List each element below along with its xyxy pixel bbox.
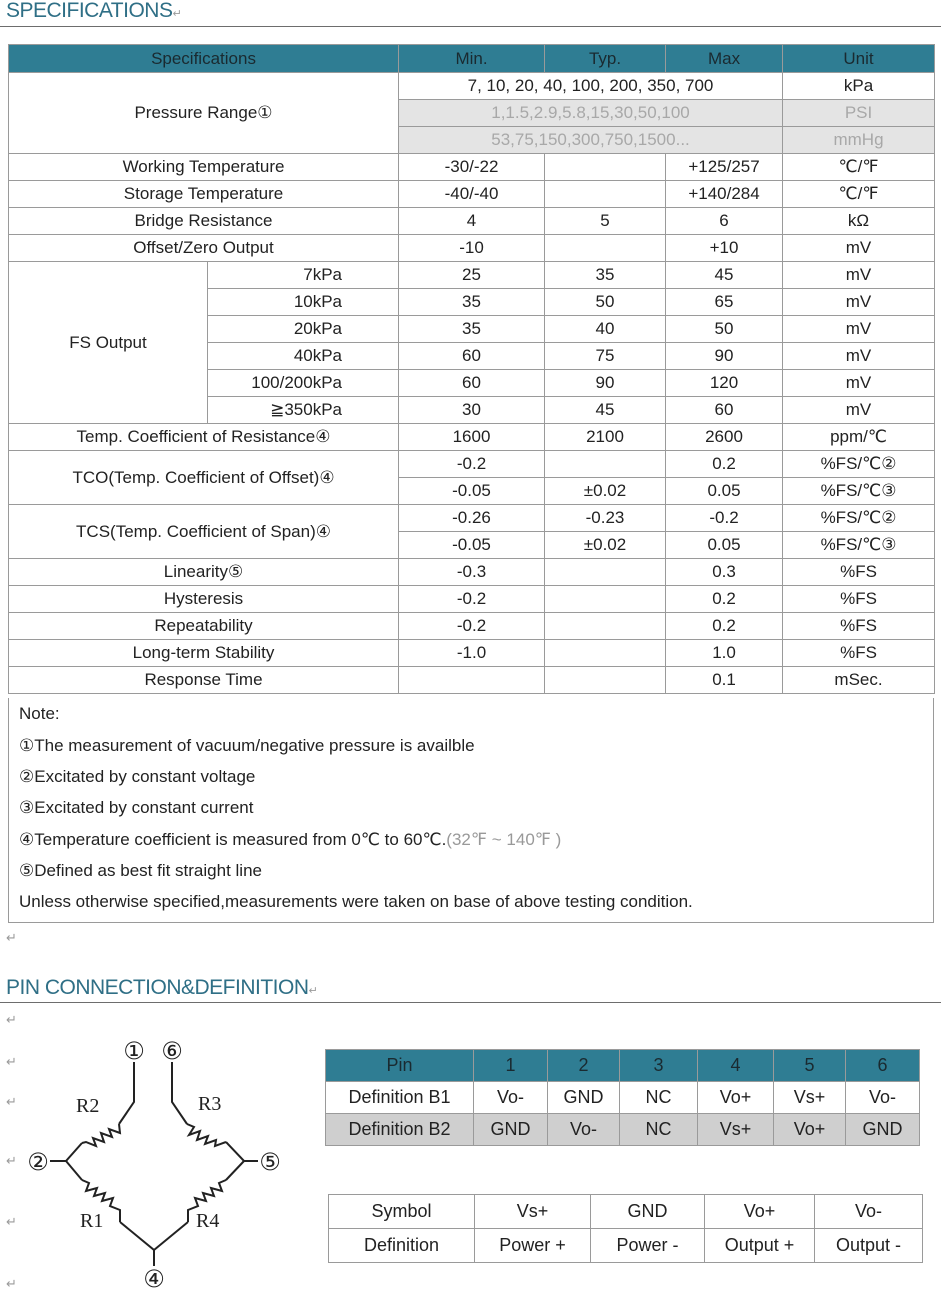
tcs-unit: %FS/℃③: [783, 532, 935, 559]
fs-typ: 35: [545, 262, 666, 289]
spec-max: 0.3: [666, 559, 783, 586]
symbol-cell: Vo-: [815, 1195, 923, 1229]
tco-max: 0.2: [666, 451, 783, 478]
spec-typ: [545, 154, 666, 181]
spec-label: Storage Temperature: [9, 181, 399, 208]
definition-cell: Power -: [591, 1229, 705, 1263]
note-item-text: ④Temperature coefficient is measured from 0℃ to 60℃.: [19, 830, 447, 849]
pin-cell: Vo+: [774, 1114, 846, 1146]
header-typ: Typ.: [545, 45, 666, 73]
node-5: ⑤: [259, 1148, 281, 1176]
fs-unit: mV: [783, 316, 935, 343]
spec-unit: ℃/℉: [783, 154, 935, 181]
pin-header: 1: [474, 1050, 548, 1082]
resistor-r2-label: R2: [76, 1095, 100, 1117]
pin-cell: Vo-: [548, 1114, 620, 1146]
definition-cell: Output -: [815, 1229, 923, 1263]
fs-typ: 40: [545, 316, 666, 343]
tcs-max: -0.2: [666, 505, 783, 532]
note-item: ①The measurement of vacuum/negative pressure is availble: [19, 736, 475, 755]
pin-cell: NC: [620, 1082, 698, 1114]
fs-min: 30: [399, 397, 545, 424]
fs-max: 65: [666, 289, 783, 316]
fs-output-row: [9, 262, 935, 289]
pressure-range-label: Pressure Range①: [9, 73, 399, 154]
paragraph-mark: ↵: [6, 1012, 17, 1027]
tcs-min: -0.05: [399, 532, 545, 559]
pin-header: 5: [774, 1050, 846, 1082]
tcs-unit: %FS/℃②: [783, 505, 935, 532]
fs-unit: mV: [783, 343, 935, 370]
spec-min: -0.2: [399, 586, 545, 613]
spec-max: 0.2: [666, 613, 783, 640]
fs-range: ≧350kPa: [208, 397, 399, 424]
resistor-labels: [76, 1093, 221, 1232]
fs-max: 45: [666, 262, 783, 289]
wire-node4-left: [120, 1222, 154, 1266]
spec-label: Repeatability: [9, 613, 399, 640]
tcs-label: TCS(Temp. Coefficient of Span)④: [9, 505, 399, 559]
pin-definition-table: [325, 1049, 920, 1146]
pin-cell: Definition B2: [326, 1114, 474, 1146]
fs-min: 60: [399, 343, 545, 370]
definition-cell: Output +: [705, 1229, 815, 1263]
symbol-cell: Vs+: [475, 1195, 591, 1229]
specifications-table: [8, 44, 935, 694]
fs-max: 90: [666, 343, 783, 370]
spec-row: [9, 667, 935, 694]
pressure-unit-psi: PSI: [783, 100, 935, 127]
pin-header-row: [326, 1050, 920, 1082]
fs-unit: mV: [783, 397, 935, 424]
pin-header: 2: [548, 1050, 620, 1082]
tcr-unit: ppm/℃: [783, 424, 935, 451]
spec-unit: %FS: [783, 559, 935, 586]
tcr-typ: 2100: [545, 424, 666, 451]
pin-cell: Vo-: [474, 1082, 548, 1114]
spec-row: [9, 586, 935, 613]
pin-cell: Vs+: [774, 1082, 846, 1114]
tcr-max: 2600: [666, 424, 783, 451]
section-divider: [0, 26, 941, 27]
spec-min: 4: [399, 208, 545, 235]
resistor-r3-zigzag: [187, 1124, 226, 1146]
spec-label: Offset/Zero Output: [9, 235, 399, 262]
note-fahrenheit: (32℉ ~ 140℉ ): [446, 830, 562, 849]
note-item: ⑤Defined as best fit straight line: [19, 861, 262, 880]
spec-unit: %FS: [783, 613, 935, 640]
bridge-wires: [50, 1062, 258, 1266]
pin-cell: Vo-: [846, 1082, 920, 1114]
wire-node6: [172, 1062, 187, 1124]
spec-typ: 5: [545, 208, 666, 235]
fs-max: 120: [666, 370, 783, 397]
fs-range: 10kPa: [208, 289, 399, 316]
fs-max: 60: [666, 397, 783, 424]
fs-min: 35: [399, 289, 545, 316]
definition-cell: Power +: [475, 1229, 591, 1263]
spec-typ: [545, 181, 666, 208]
pin-header: 4: [698, 1050, 774, 1082]
fs-unit: mV: [783, 289, 935, 316]
fs-min: 60: [399, 370, 545, 397]
spec-min: -1.0: [399, 640, 545, 667]
tco-row: [9, 451, 935, 478]
fs-unit: mV: [783, 262, 935, 289]
pin-cell: Definition B1: [326, 1082, 474, 1114]
paragraph-mark: ↵: [6, 1094, 17, 1109]
tco-min: -0.2: [399, 451, 545, 478]
wire-node5-bottom: [226, 1161, 244, 1180]
spec-label: Hysteresis: [9, 586, 399, 613]
spec-typ: [545, 667, 666, 694]
spec-row: [9, 559, 935, 586]
spec-typ: [545, 559, 666, 586]
spec-max: 0.1: [666, 667, 783, 694]
tcs-typ: ±0.02: [545, 532, 666, 559]
spec-max: 0.2: [666, 586, 783, 613]
spec-unit: %FS: [783, 586, 935, 613]
fs-typ: 50: [545, 289, 666, 316]
header-unit: Unit: [783, 45, 935, 73]
symbol-definition-row: [329, 1229, 923, 1263]
spec-unit: ℃/℉: [783, 181, 935, 208]
pressure-range-row: [9, 73, 935, 100]
node-6: ⑥: [161, 1037, 183, 1065]
pressure-range-kpa: 7, 10, 20, 40, 100, 200, 350, 700: [399, 73, 783, 100]
notes-heading: Note:: [19, 704, 60, 723]
fs-output-label: FS Output: [9, 262, 208, 424]
spec-unit: mSec.: [783, 667, 935, 694]
pin-cell: Vs+: [698, 1114, 774, 1146]
pin-header: 3: [620, 1050, 698, 1082]
header-max: Max: [666, 45, 783, 73]
wire-node2-top: [50, 1143, 82, 1161]
tco-unit: %FS/℃③: [783, 478, 935, 505]
fs-range: 40kPa: [208, 343, 399, 370]
spec-min: -30/-22: [399, 154, 545, 181]
wire-node1: [119, 1062, 134, 1124]
spec-row: [9, 154, 935, 181]
spec-typ: [545, 613, 666, 640]
spec-typ: [545, 640, 666, 667]
spec-max: +125/257: [666, 154, 783, 181]
bridge-diagram: [0, 1030, 300, 1310]
spec-min: -40/-40: [399, 181, 545, 208]
spec-min: -10: [399, 235, 545, 262]
tco-label: TCO(Temp. Coefficient of Offset)④: [9, 451, 399, 505]
pin-cell: Vo+: [698, 1082, 774, 1114]
symbol-cell: Symbol: [329, 1195, 475, 1229]
fs-range: 7kPa: [208, 262, 399, 289]
fs-range: 100/200kPa: [208, 370, 399, 397]
pressure-unit-mmhg: mmHg: [783, 127, 935, 154]
spec-unit: kΩ: [783, 208, 935, 235]
note-item: ③Excitated by constant current: [19, 798, 254, 817]
header-min: Min.: [399, 45, 545, 73]
tco-min: -0.05: [399, 478, 545, 505]
paragraph-mark: ↵: [6, 1054, 17, 1069]
tco-unit: %FS/℃②: [783, 451, 935, 478]
note-item: Unless otherwise specified,measurements were taken on base of above testing condition.: [19, 892, 693, 911]
tcs-max: 0.05: [666, 532, 783, 559]
spec-typ: [545, 586, 666, 613]
node-1: ①: [123, 1037, 145, 1065]
resistor-r1-label: R1: [80, 1210, 104, 1232]
spec-min: [399, 667, 545, 694]
spec-unit: mV: [783, 235, 935, 262]
tcs-typ: -0.23: [545, 505, 666, 532]
spec-row: [9, 613, 935, 640]
pin-header: Pin: [326, 1050, 474, 1082]
pin-connection-title: PIN CONNECTION&DEFINITION↵: [6, 976, 318, 999]
tcs-row: [9, 505, 935, 532]
spec-max: 1.0: [666, 640, 783, 667]
pressure-range-mmhg: 53,75,150,300,750,1500...: [399, 127, 783, 154]
pin-cell: GND: [474, 1114, 548, 1146]
specifications-title: SPECIFICATIONS↵: [6, 0, 182, 22]
spec-max: 6: [666, 208, 783, 235]
resistor-r4-label: R4: [196, 1210, 220, 1232]
spec-unit: %FS: [783, 640, 935, 667]
symbol-row: [329, 1195, 923, 1229]
spec-label: Response Time: [9, 667, 399, 694]
fs-min: 25: [399, 262, 545, 289]
notes-box: [8, 698, 934, 923]
fs-typ: 75: [545, 343, 666, 370]
spec-label: Bridge Resistance: [9, 208, 399, 235]
fs-min: 35: [399, 316, 545, 343]
pin-header: 6: [846, 1050, 920, 1082]
tcr-label: Temp. Coefficient of Resistance④: [9, 424, 399, 451]
resistor-r3-label: R3: [198, 1093, 222, 1115]
tco-typ: ±0.02: [545, 478, 666, 505]
spec-label: Working Temperature: [9, 154, 399, 181]
tcr-row: [9, 424, 935, 451]
header-specifications: Specifications: [9, 45, 399, 73]
tco-typ: [545, 451, 666, 478]
spec-typ: [545, 235, 666, 262]
paragraph-mark: ↵: [6, 1276, 17, 1291]
spec-row: [9, 208, 935, 235]
section-divider: [0, 1002, 941, 1003]
tco-max: 0.05: [666, 478, 783, 505]
pin-cell: GND: [548, 1082, 620, 1114]
tcr-min: 1600: [399, 424, 545, 451]
node-2: ②: [27, 1148, 49, 1176]
spec-label: Long-term Stability: [9, 640, 399, 667]
wire-node4-right: [154, 1222, 188, 1250]
pin-cell: GND: [846, 1114, 920, 1146]
pressure-range-psi: 1,1.5,2.9,5.8,15,30,50,100: [399, 100, 783, 127]
paragraph-mark: ↵: [6, 1214, 17, 1229]
fs-typ: 45: [545, 397, 666, 424]
resistor-r2-zigzag: [82, 1124, 120, 1146]
spec-header-row: [9, 45, 935, 73]
spec-label: Linearity⑤: [9, 559, 399, 586]
paragraph-mark: ↵: [6, 930, 17, 945]
fs-unit: mV: [783, 370, 935, 397]
definition-b2-row: [326, 1114, 920, 1146]
note-item: ②Excitated by constant voltage: [19, 767, 256, 786]
fs-range: 20kPa: [208, 316, 399, 343]
symbol-cell: Vo+: [705, 1195, 815, 1229]
note-item: [19, 830, 561, 850]
pressure-unit-kpa: kPa: [783, 73, 935, 100]
spec-row: [9, 640, 935, 667]
spec-min: -0.2: [399, 613, 545, 640]
spec-row: [9, 235, 935, 262]
fs-max: 50: [666, 316, 783, 343]
fs-typ: 90: [545, 370, 666, 397]
spec-min: -0.3: [399, 559, 545, 586]
spec-max: +10: [666, 235, 783, 262]
tcs-min: -0.26: [399, 505, 545, 532]
spec-row: [9, 181, 935, 208]
node-4: ④: [143, 1265, 165, 1293]
definition-cell: Definition: [329, 1229, 475, 1263]
symbol-cell: GND: [591, 1195, 705, 1229]
paragraph-mark: ↵: [6, 1153, 17, 1168]
wire-node5-top: [226, 1142, 258, 1161]
spec-max: +140/284: [666, 181, 783, 208]
pin-cell: NC: [620, 1114, 698, 1146]
symbol-definition-table: [328, 1194, 923, 1263]
wire-node2-bottom: [66, 1161, 82, 1180]
definition-b1-row: [326, 1082, 920, 1114]
